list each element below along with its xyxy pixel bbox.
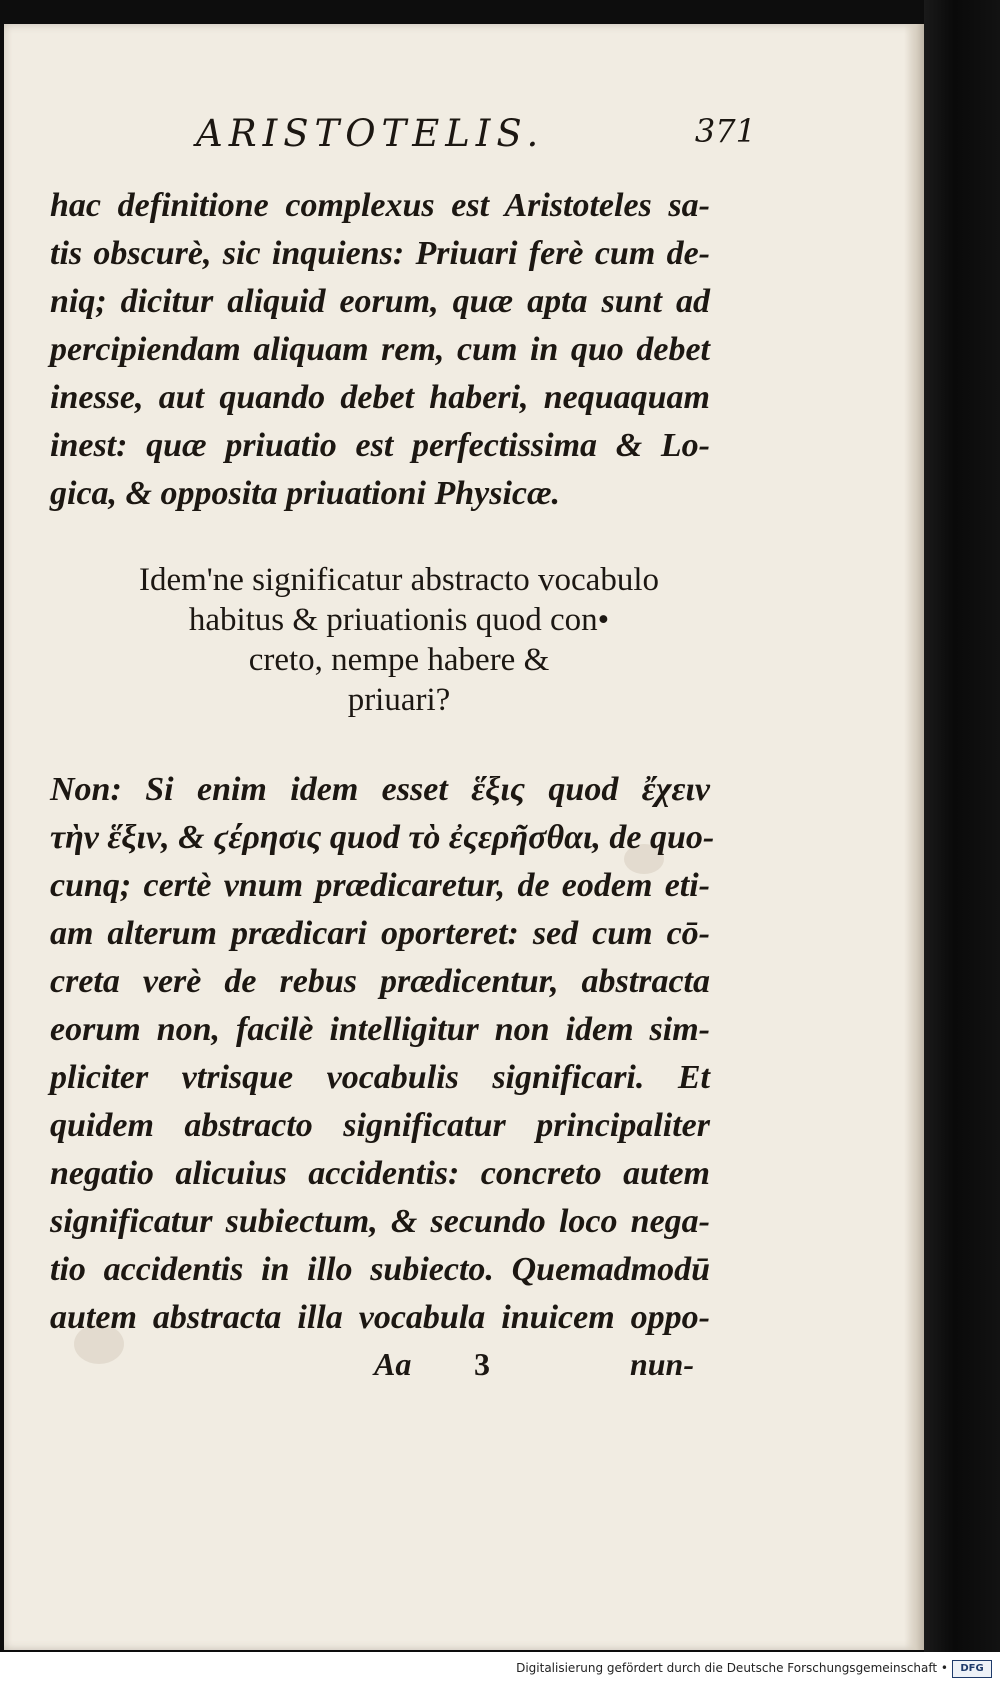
heading-line: habitus & priuationis quod con• <box>188 602 610 638</box>
text-line: am alterum prædicari oporteret: sed cum cō- <box>50 915 710 952</box>
paragraph-2 <box>50 766 715 1342</box>
text-line: inesse, aut quando debet haberi, nequaquam <box>50 379 710 416</box>
dfg-logo-icon: DFG <box>952 1660 992 1678</box>
text-line: eorum non, facilè intelligitur non idem sim- <box>50 1011 710 1048</box>
page-number: 371 <box>694 112 756 150</box>
text-line: gica, & opposita priuationi Physicæ. <box>50 475 561 512</box>
text-line: inest: quæ priuatio est perfectissima & Lo- <box>50 427 710 464</box>
signature-mark: Aa <box>374 1346 412 1382</box>
funding-credit: Digitalisierung gefördert durch die Deutsche Forschungsgemeinschaft • <box>516 1661 948 1675</box>
text-line: τὴν ἕξιν, & ϛέρησις quod τὸ ἐςερῆσθαι, de quo- <box>50 819 715 856</box>
book-page <box>4 24 924 1650</box>
text-line: negatio alicuius accidentis: concreto autem <box>50 1155 710 1192</box>
text-line: tio accidentis in illo subiecto. Quemadmodū <box>50 1251 710 1288</box>
text-line: autem abstracta illa vocabula inuicem oppo- <box>50 1299 710 1336</box>
text-line: quidem abstracto significatur principaliter <box>50 1107 710 1144</box>
running-title: ARISTOTELIS. <box>196 112 545 155</box>
text-line: tis obscurè, sic inquiens: Priuari ferè cum de- <box>50 235 710 272</box>
heading-line: priuari? <box>347 682 451 718</box>
page-edge-shadow <box>904 24 924 1650</box>
text-line: creta verè de rebus prædicentur, abstracta <box>50 963 710 1000</box>
catchword: nun- <box>629 1346 694 1382</box>
text-line: hac definitione complexus est Aristoteles sa- <box>50 187 710 224</box>
signature-number: 3 <box>474 1346 490 1382</box>
heading-line: Idem'ne significatur abstracto vocabulo <box>138 562 659 598</box>
catchline <box>374 1346 694 1390</box>
text-line: cunq; certè vnum prædicaretur, de eodem eti- <box>50 867 710 904</box>
scan-border-right <box>924 0 1000 1652</box>
text-line: significatur subiectum, & secundo loco nega- <box>50 1203 710 1240</box>
text-line: percipiendam aliquam rem, cum in quo debet <box>50 331 710 368</box>
paragraph-1 <box>50 182 710 518</box>
running-header <box>196 112 756 172</box>
text-line: pliciter vtrisque vocabulis significari. Et <box>50 1059 710 1096</box>
section-heading <box>54 560 744 720</box>
footer-bar <box>0 1652 1000 1686</box>
text-line: Non: Si enim idem esset ἕξις quod ἔχειν <box>50 771 710 808</box>
text-line: niq; dicitur aliquid eorum, quæ apta sunt ad <box>50 283 710 320</box>
heading-line: creto, nempe habere & <box>248 642 550 678</box>
